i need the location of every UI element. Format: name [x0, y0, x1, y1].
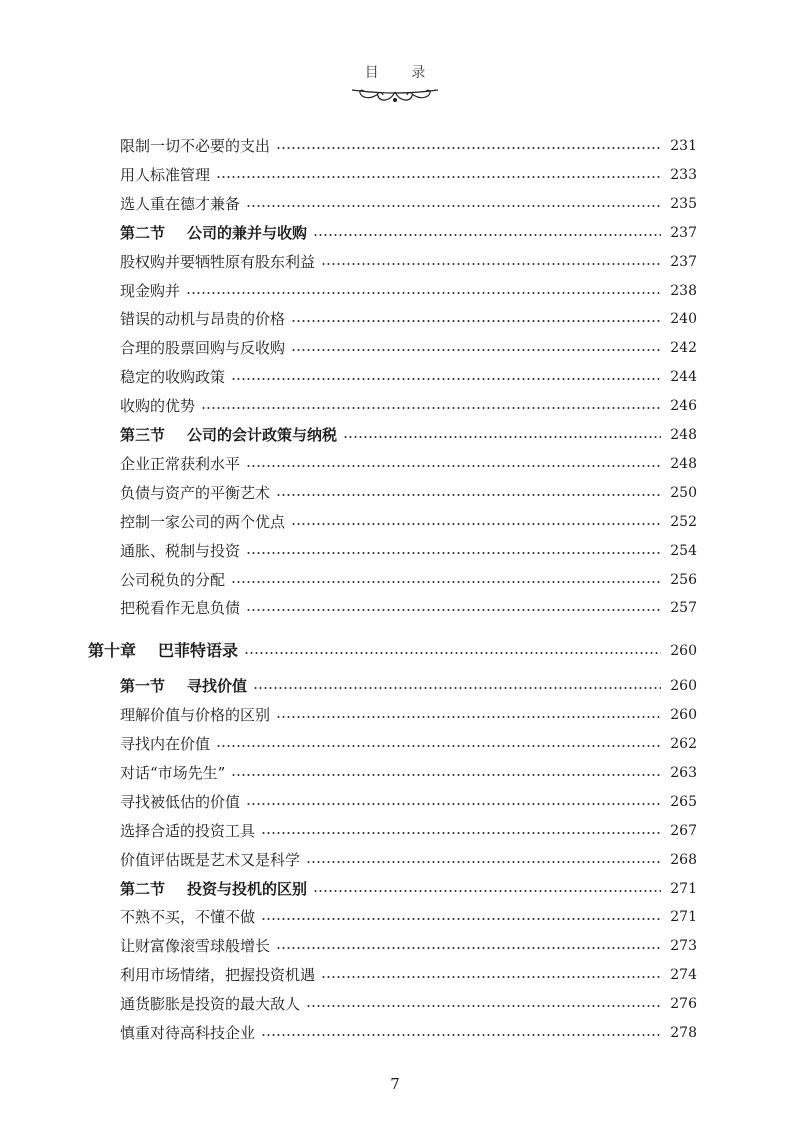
toc-section[interactable]: [120, 221, 697, 245]
toc-page-number: 235: [670, 195, 697, 212]
toc-title: 让财富像滚雪球般增长: [120, 937, 271, 956]
toc-title: 公司的会计政策与纳税: [187, 426, 338, 444]
toc-label: [120, 992, 300, 1016]
toc-page-number: 254: [670, 542, 697, 559]
toc-title: 公司税负的分配: [120, 570, 226, 589]
toc-page-number: 260: [670, 707, 697, 724]
toc-title: 用人标准管理: [120, 165, 211, 184]
toc-title: 不熟不买，不懂不做: [120, 908, 256, 927]
toc-title: 投资与投机的区别: [187, 879, 308, 898]
toc-label: [120, 192, 240, 216]
toc-page-number: 262: [670, 736, 697, 752]
toc-title: 收购的优势: [120, 397, 196, 416]
toc-item[interactable]: [120, 905, 697, 929]
dot-leader: [291, 523, 661, 525]
toc-page-number: 240: [670, 311, 697, 328]
dot-leader: [253, 687, 661, 689]
dot-leader: [216, 176, 661, 178]
dot-leader: [231, 581, 661, 583]
dot-leader: [321, 263, 661, 265]
toc-prefix: 第十章: [88, 641, 137, 661]
toc-title: 负债与资产的平衡艺术: [120, 483, 271, 502]
dot-leader: [291, 349, 661, 351]
toc-page-number: 263: [670, 764, 697, 781]
toc-page-number: 268: [670, 851, 697, 868]
toc-label: [88, 639, 238, 663]
dot-leader: [231, 378, 661, 380]
dot-leader: [216, 745, 661, 747]
toc-title: 把税看作无息负债: [120, 599, 241, 618]
dot-leader: [246, 205, 661, 207]
toc-label: [120, 963, 315, 987]
toc-item[interactable]: [120, 307, 697, 331]
toc-title: 理解价值与价格的区别: [120, 706, 271, 725]
toc-page-number: 238: [670, 282, 697, 299]
toc-section[interactable]: [120, 423, 697, 447]
dot-leader: [246, 803, 661, 805]
toc-page-number: 257: [670, 600, 697, 617]
dot-leader: [321, 976, 661, 978]
dot-leader: [306, 1005, 661, 1007]
toc-label: [120, 568, 225, 592]
toc-title: 寻找价值: [187, 677, 248, 696]
toc-label: [120, 819, 255, 843]
toc-label: [120, 934, 270, 958]
dot-leader: [313, 890, 661, 892]
toc-label: [120, 1021, 255, 1045]
toc-item[interactable]: [120, 761, 697, 785]
toc-item[interactable]: [120, 790, 697, 814]
toc-page-number: 276: [670, 996, 697, 1013]
toc-label: [120, 452, 240, 476]
toc-page-number: 244: [670, 369, 697, 386]
dot-leader: [246, 465, 661, 467]
toc-page-number: 274: [670, 967, 697, 984]
toc-title: 限制一切不必要的支出: [120, 137, 271, 155]
toc-label: [120, 481, 270, 505]
toc-item[interactable]: [120, 848, 697, 872]
dot-leader: [244, 652, 661, 654]
toc-item[interactable]: [120, 596, 697, 620]
toc-label: [120, 336, 285, 360]
toc-page-number: 250: [670, 484, 697, 501]
dot-leader: [261, 918, 661, 920]
toc-title: 错误的动机与昂贵的价格: [120, 310, 286, 329]
toc-page-number: 271: [670, 880, 697, 897]
toc-item[interactable]: [120, 365, 697, 389]
toc-label: [120, 596, 240, 620]
dot-leader: [276, 494, 661, 496]
toc-page-number: 248: [670, 427, 697, 443]
toc-page-number: 260: [670, 678, 697, 695]
toc-title: 控制一家公司的两个优点: [120, 512, 286, 531]
toc-item[interactable]: [120, 703, 697, 727]
toc-title: 利用市场情绪，把握投资机遇: [120, 966, 316, 985]
dot-leader: [201, 407, 661, 409]
toc-page-number: 248: [670, 455, 697, 472]
dot-leader: [291, 320, 661, 322]
dot-leader: [231, 774, 661, 776]
toc-title: 通胀、税制与投资: [120, 541, 241, 560]
dot-leader: [276, 716, 661, 718]
toc-item[interactable]: [120, 992, 697, 1016]
toc-item[interactable]: [120, 134, 697, 158]
toc-item[interactable]: [120, 279, 697, 303]
toc-title: 稳定的收购政策: [120, 368, 226, 387]
toc-page-number: 237: [670, 253, 697, 270]
dot-leader: [186, 292, 661, 294]
toc-item[interactable]: [120, 394, 697, 418]
toc-item[interactable]: [120, 1021, 697, 1045]
toc-title: 寻找被低估的价值: [120, 792, 241, 811]
toc-title: 通货膨胀是投资的最大敌人: [120, 995, 301, 1014]
toc-label: [120, 279, 180, 303]
toc-label: [120, 365, 225, 389]
toc-label: [120, 905, 255, 929]
toc-label: [120, 539, 240, 563]
toc-title: 对话“市场先生”: [120, 763, 226, 782]
toc-page-number: 231: [670, 138, 697, 154]
toc-item[interactable]: [120, 163, 697, 187]
toc-label: [120, 510, 285, 534]
toc-title: 慎重对待高科技企业: [120, 1024, 256, 1042]
toc-item[interactable]: [120, 510, 697, 534]
ornament-flourish-icon: [350, 84, 440, 106]
toc-page-number: 278: [670, 1025, 697, 1041]
toc-label: [120, 848, 300, 872]
toc-page-number: 273: [670, 938, 697, 955]
toc-title: 选择合适的投资工具: [120, 821, 256, 840]
toc-item[interactable]: [120, 452, 697, 476]
toc-prefix: 第三节: [120, 426, 166, 444]
toc-label: [120, 761, 225, 785]
dot-leader: [246, 609, 661, 611]
toc-label: [120, 134, 270, 158]
toc-item[interactable]: [120, 192, 697, 216]
toc-page-number: 260: [670, 643, 697, 660]
toc-page-number: 256: [670, 571, 697, 588]
toc-label: [120, 394, 195, 418]
toc-label: [120, 703, 270, 727]
toc-label: [120, 250, 315, 274]
toc-item[interactable]: [120, 568, 697, 592]
toc-page-number: 237: [670, 224, 697, 241]
toc-page-number: 267: [670, 822, 697, 839]
dot-leader: [261, 1034, 661, 1036]
toc-prefix: 第一节: [120, 677, 166, 696]
toc-page-number: 233: [670, 166, 697, 183]
dot-leader: [313, 234, 661, 236]
dot-leader: [343, 436, 661, 438]
toc-item[interactable]: [120, 934, 697, 958]
toc-label: [120, 163, 210, 187]
toc-page-number: 242: [670, 340, 697, 357]
toc-title: 现金购并: [120, 281, 181, 300]
header-title: 目 录: [364, 65, 440, 81]
toc-page-number: 265: [670, 793, 697, 810]
dot-leader: [276, 147, 661, 149]
toc-item[interactable]: [120, 250, 697, 274]
toc-title: 价值评估既是艺术又是科学: [120, 850, 301, 869]
dot-leader: [276, 947, 661, 949]
toc-prefix: 第二节: [120, 879, 166, 898]
page-number: 7: [390, 1075, 400, 1093]
toc-prefix: 第二节: [120, 223, 166, 242]
toc-title: 公司的兼并与收购: [187, 223, 308, 242]
toc-label: [120, 307, 285, 331]
toc-item[interactable]: [120, 732, 697, 756]
toc-item[interactable]: [120, 539, 697, 563]
toc-label: [120, 732, 210, 756]
toc-page-number: 271: [670, 909, 697, 926]
toc-chapter[interactable]: [88, 639, 697, 663]
dot-leader: [261, 832, 661, 834]
toc-title: 企业正常获利水平: [120, 454, 241, 473]
toc-section[interactable]: [120, 674, 697, 698]
dot-leader: [246, 552, 661, 554]
dot-leader: [306, 861, 661, 863]
toc-item[interactable]: [120, 819, 697, 843]
toc-page-number: 246: [670, 398, 697, 415]
toc-label: [120, 221, 307, 245]
toc-title: 巴菲特语录: [158, 641, 239, 661]
toc-page-number: 252: [670, 513, 697, 530]
toc-label: [120, 423, 337, 447]
toc-title: 选人重在德才兼备: [120, 194, 241, 213]
toc-item[interactable]: [120, 336, 697, 360]
toc-item[interactable]: [120, 963, 697, 987]
toc-item[interactable]: [120, 481, 697, 505]
toc-label: [120, 674, 247, 698]
toc-title: 股权购并要牺牲原有股东利益: [120, 252, 316, 271]
toc-title: 寻找内在价值: [120, 735, 211, 753]
toc-label: [120, 877, 307, 901]
page-header: [0, 62, 790, 106]
toc-title: 合理的股票回购与反收购: [120, 339, 286, 358]
toc-label: [120, 790, 240, 814]
toc-section[interactable]: [120, 877, 697, 901]
